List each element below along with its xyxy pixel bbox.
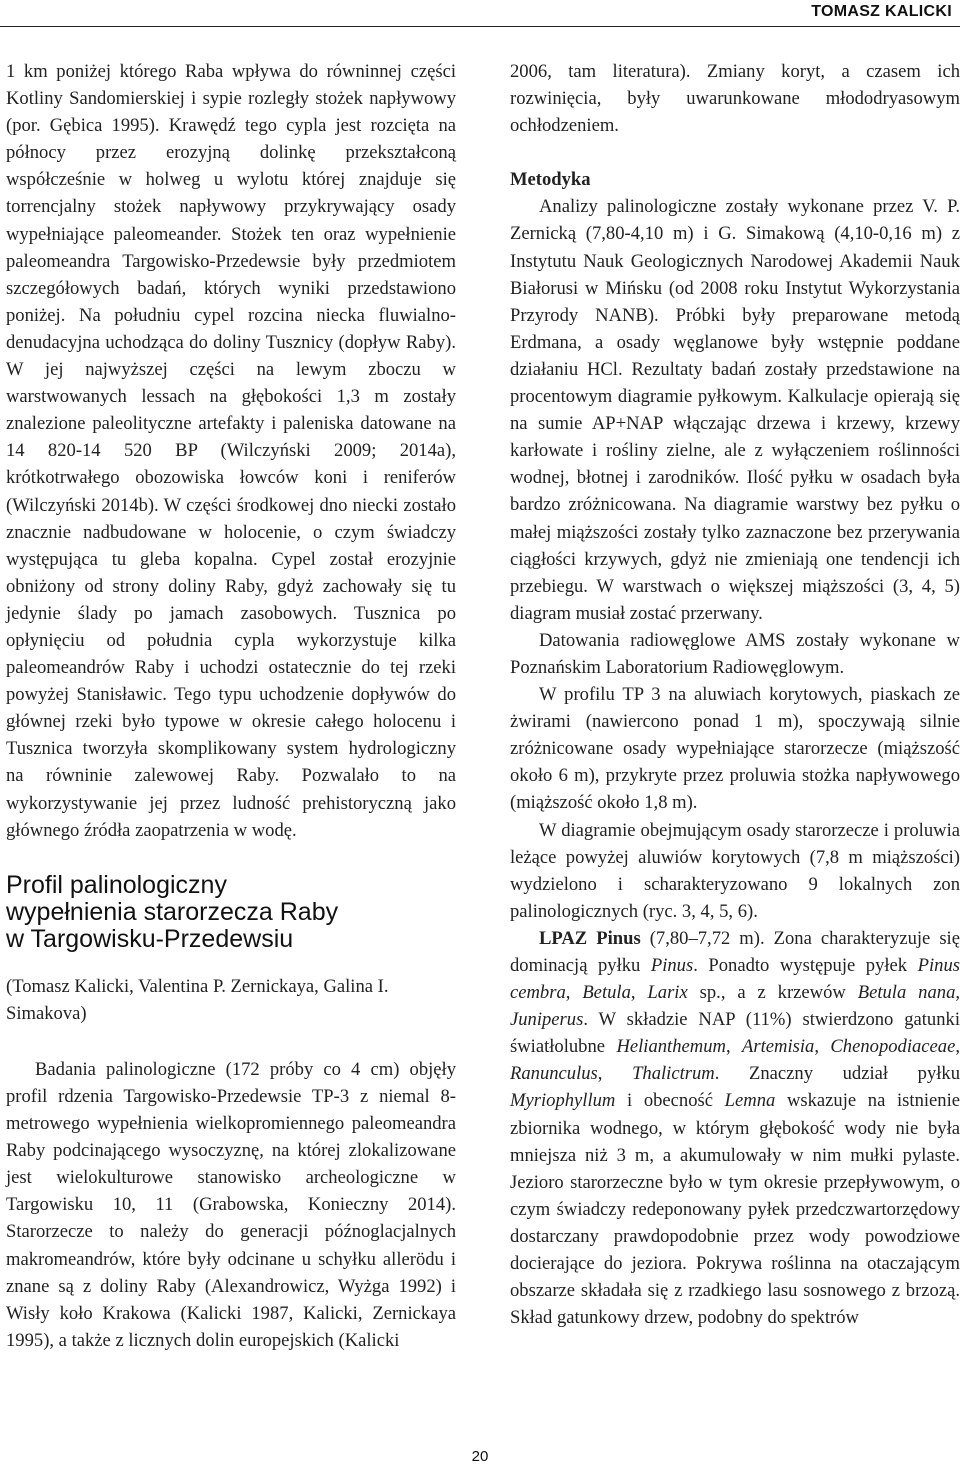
text-run: , <box>630 982 648 1004</box>
subsection-heading: Metodyka <box>510 169 591 191</box>
taxon-name: Helianthemum <box>616 1036 726 1058</box>
paragraph: W diagramie obejmującym osady starorzecze i proluwia leżące powyżej aluwiów korytowych (7,8 m miąższości) wydzielono i scharakteryzowano 9 lokalnych zon palinologicznych (ryc. 3, 4, 5, 6). <box>510 819 960 922</box>
section-title <box>6 872 456 953</box>
text-run: , <box>597 1063 633 1085</box>
taxon-name: Thalictrum <box>632 1063 715 1085</box>
zone-name: LPAZ Pinus <box>539 927 641 949</box>
text-run: , <box>814 1036 831 1058</box>
section-title-line: w Targowisku-Przedewsiu <box>6 924 294 953</box>
taxon-name: Ranunculus <box>510 1063 598 1085</box>
paragraph: Datowania radiowęglowe AMS zostały wykonane w Poznańskim Laboratorium Radiowęglowym. <box>510 629 960 678</box>
text-run: (7,80–7,72 m). Zona charakteryzuje się dominacją pyłku <box>510 927 960 976</box>
text-run: . Znaczny udział pyłku <box>714 1063 960 1085</box>
taxon-name: Artemisia <box>742 1036 815 1058</box>
taxon-name: Chenopodiaceae <box>830 1036 956 1058</box>
paragraph-lpaz-pinus <box>510 925 960 1331</box>
text-run: , <box>565 982 583 1004</box>
text-run: sp., a z krzewów <box>687 982 858 1004</box>
text-run: , <box>725 1036 743 1058</box>
taxon-name: Larix <box>647 982 688 1004</box>
header-author: TOMASZ KALICKI <box>811 3 952 20</box>
text-run: . Ponadto występuje pyłek <box>693 955 918 976</box>
section-title-line: Profil palinologiczny <box>6 870 227 899</box>
taxon-name: Pinus cembra <box>510 955 960 1004</box>
taxon-name: Myriophyllum <box>510 1090 616 1112</box>
section-authors: (Tomasz Kalicki, Valentina P. Zernickaya, Galina I. Simakova) <box>6 975 389 1024</box>
taxon-name: Betula nana <box>857 982 956 1004</box>
page-number: 20 <box>471 1448 489 1465</box>
text-run: wskazuje na istnienie zbiornika wodnego, w którym głębokość wody nie była mniejsza niż 3 m, a akumulowały w nim mułki pylaste. Jezioro starorzeczne było w tym okresie przepływowym, o czym świadczy redeponowany pyłek przedczwartorzędowy dostarczany prawdopodobnie przez wody powodziowe docierające do jeziora. Pokrywa roślinna na otaczającym obszarze składała się z rzadkiego lasu sosnowego z brzozą. Skład gatunkowy drzew, podobny do spektrów <box>510 1090 960 1329</box>
paragraph: 1 km poniżej którego Raba wpływa do równinnej części Kotliny Sandomierskiej i sypie rozległy stożek napływowy (por. Gębica 1995). Krawędź tego cypla jest rozcięta na północy przez erozyjną dolinkę przekształconą współcześnie w holweg u wylotu której znajduje się torrencjalny stożek napływowy przykrywający osady wypełniające paleomeander. Stożek ten oraz wypełnienie paleomeandra Targowisko-Przedewsie były przedmiotem szczegółowych badań, których wyniki przedstawiono poniżej. Na południu cypel rozcina niecka fluwialno-denudacyjna uchodząca do doliny Tusznicy (dopływ Raby). W jej najwyższej części na lewym zboczu w warstwowanych lessach na głębokości 1,3 m zostały znalezione paleolityczne artefakty i paleniska datowane na 14 820-14 520 BP (Wilczyński 2009; 2014a), krótkotrwałego obozowiska łowców koni i reniferów (Wilczyński 2014b). W części środkowej dno niecki zostało znacznie nadbudowane w holocenie, o czym świadczy występująca tu gleba kopalna. Cypel został erozyjnie obniżony od strony doliny Raby, gdyż zachowały się tu jedynie ślady po jamach zasobowych. Tusznica po opłynięciu od południa cypla wykorzystuje kilka paleomeandrów Raby i uchodzi ostatecznie do tej rzeki powyżej Stanisławic. Tego typu uchodzenie dopływów do głównej rzeki było typowe w okresie całego holocenu i Tusznica tworzyła skomplikowany system hydrologiczny na równinie zalewowej Raby. Pozwalało to na wykorzystywanie jej przez ludność prehistoryczną jako głównego źródła zaopatrzenia w wodę. <box>6 61 456 841</box>
paragraph: W profilu TP 3 na aluwiach korytowych, piaskach ze żwirami (nawiercono ponad 1 m), spoczywają silnie zróżnicowane osady wypełniające starorzecze (miąższość około 6 m), przykryte przez proluwia stożka napływowego (miąższość około 1,8 m). <box>510 684 960 814</box>
taxon-name: Juniperus <box>510 1009 584 1031</box>
paragraph: 2006, tam literatura). Zmiany koryt, a czasem ich rozwinięcia, były uwarunkowane młododryasowym ochłodzeniem. <box>510 61 960 137</box>
running-header <box>0 0 960 27</box>
taxon-name: Pinus <box>650 955 694 976</box>
text-run: , <box>955 1036 960 1058</box>
paragraph: Badania palinologiczne (172 próby co 4 cm) objęły profil rdzenia Targowisko-Przedewsie TP-3 z niemal 8-metrowego wypełnienia wielkopromiennego paleomeandra Raby podcinającego wysoczyznę, na której zlokalizowane jest wielokulturowe stanowisko archeologiczne w Targowisku 10, 11 (Grabowska, Konieczny 2014). Starorzecze to należy do generacji późnoglacjalnych makromeandrów, które były odcinane u schyłku allerödu i znane są z doliny Raby (Alexandrowicz, Wyżga 1992) i Wisły koło Krakowa (Kalicki 1987, Kalicki, Zernickaya 1995), a także z licznych dolin europejskich (Kalicki <box>6 1058 456 1351</box>
text-run: . W składzie NAP (11%) stwierdzono gatunki światłolubne <box>510 1009 960 1058</box>
left-column <box>6 58 456 1354</box>
paragraph: Analizy palinologiczne zostały wykonane przez V. P. Zernicką (7,80-4,10 m) i G. Simakową (4,10-0,16 m) z Instytutu Nauk Geologicznych Narodowej Akademii Nauk Białorusi w Mińsku (od 2008 roku Instytut Wykorzystania Przyrody NANB). Próbki były preparowane metodą Erdmana, a osady węglanowe były wstępnie poddane działaniu HCl. Rezultaty badań zostały przedstawione na procentowym diagramie pyłkowym. Kalkulacje opierają się na sumie AP+NAP włączając drzewa i krzewy, krzewy karłowate i rośliny zielne, ale z wyłączeniem roślinności wodnej, błotnej i zarodników. Ilość pyłku w osadach była bardzo zróżnicowana. Na diagramie warstwy bez pyłku o małej miąższości zostały tylko zaznaczone bez przerywania ciągłości krzywych, gdyż nie zmieniają one tendencji ich przebiegu. W warstwach o większej miąższości (3, 4, 5) diagram musiał zostać przerwany. <box>510 196 960 624</box>
text-run: i obecność <box>615 1090 725 1112</box>
right-column <box>510 58 960 1331</box>
taxon-name: Betula <box>582 982 631 1004</box>
section-title-line: wypełnienia starorzecza Raby <box>6 897 339 926</box>
taxon-name: Lemna <box>724 1090 776 1112</box>
text-run: , <box>955 982 960 1004</box>
